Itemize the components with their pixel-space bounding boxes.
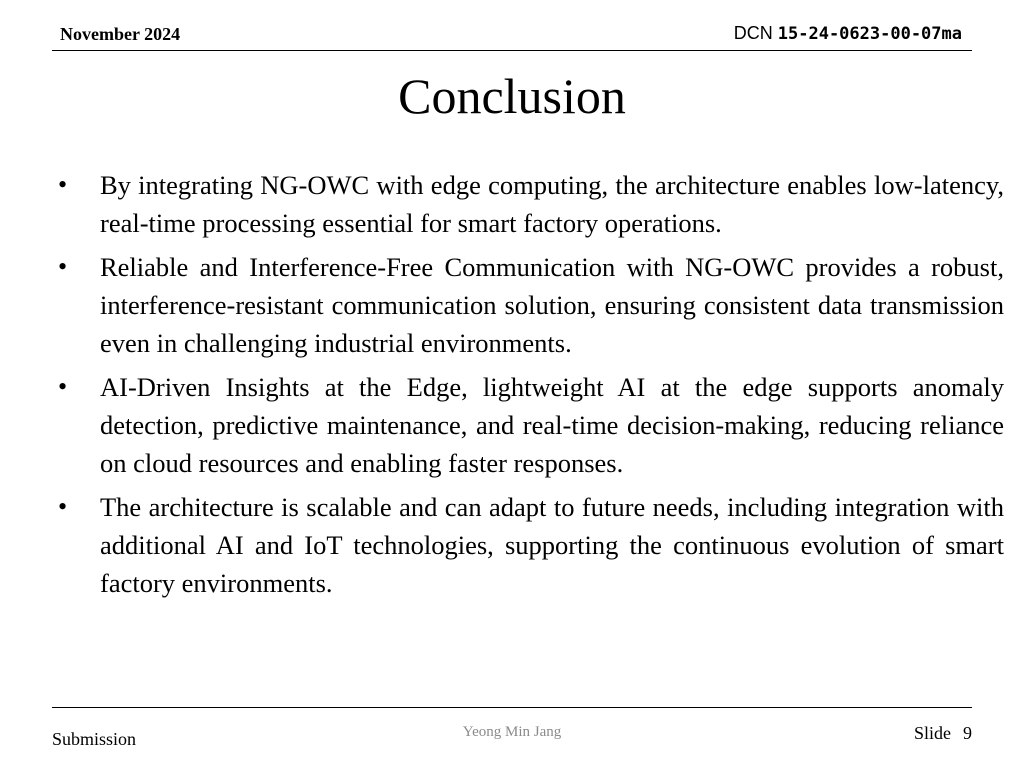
bullet-icon: •: [58, 372, 68, 401]
bullet-item: [58, 166, 1004, 242]
footer-submission: Submission: [52, 729, 137, 749]
bullet-icon: •: [58, 252, 68, 281]
bullet-text: AI-Driven Insights at the Edge, lightweight AI at the edge supports anomaly detection, predictive maintenance, and real-time decision-making, reducing reliance on cloud resources and enabling faster responses.: [100, 372, 1004, 478]
slide-label: Slide: [913, 723, 951, 743]
bullet-icon: •: [58, 170, 68, 199]
slide-title: Conclusion: [398, 68, 626, 124]
document-control-number: [734, 23, 962, 44]
bullet-text: Reliable and Interference-Free Communication with NG-OWC provides a robust, interference-resistant communication solution, ensuring consistent data transmission even in challenging industrial environments.: [100, 252, 1004, 358]
bullet-list: [58, 166, 1004, 608]
footer-author: Yeong Min Jang: [462, 724, 562, 740]
slide-number: [914, 723, 972, 744]
footer-divider: [52, 707, 972, 708]
bullet-item: [58, 248, 1004, 362]
header-date: November 2024: [60, 24, 181, 44]
bullet-text: By integrating NG-OWC with edge computing, the architecture enables low-latency, real-time processing essential for smart factory operations.: [100, 170, 1004, 238]
bullet-item: [58, 488, 1004, 602]
dcn-number: 15-24-0623-00-07ma: [777, 24, 962, 44]
bullet-icon: •: [58, 492, 68, 521]
header-divider: [52, 50, 972, 51]
slide-number-value: 9: [963, 723, 972, 743]
bullet-text: The architecture is scalable and can adapt to future needs, including integration with additional AI and IoT technologies, supporting the continuous evolution of smart factory environments.: [100, 492, 1004, 598]
bullet-item: [58, 368, 1004, 482]
dcn-prefix: DCN: [733, 23, 778, 43]
